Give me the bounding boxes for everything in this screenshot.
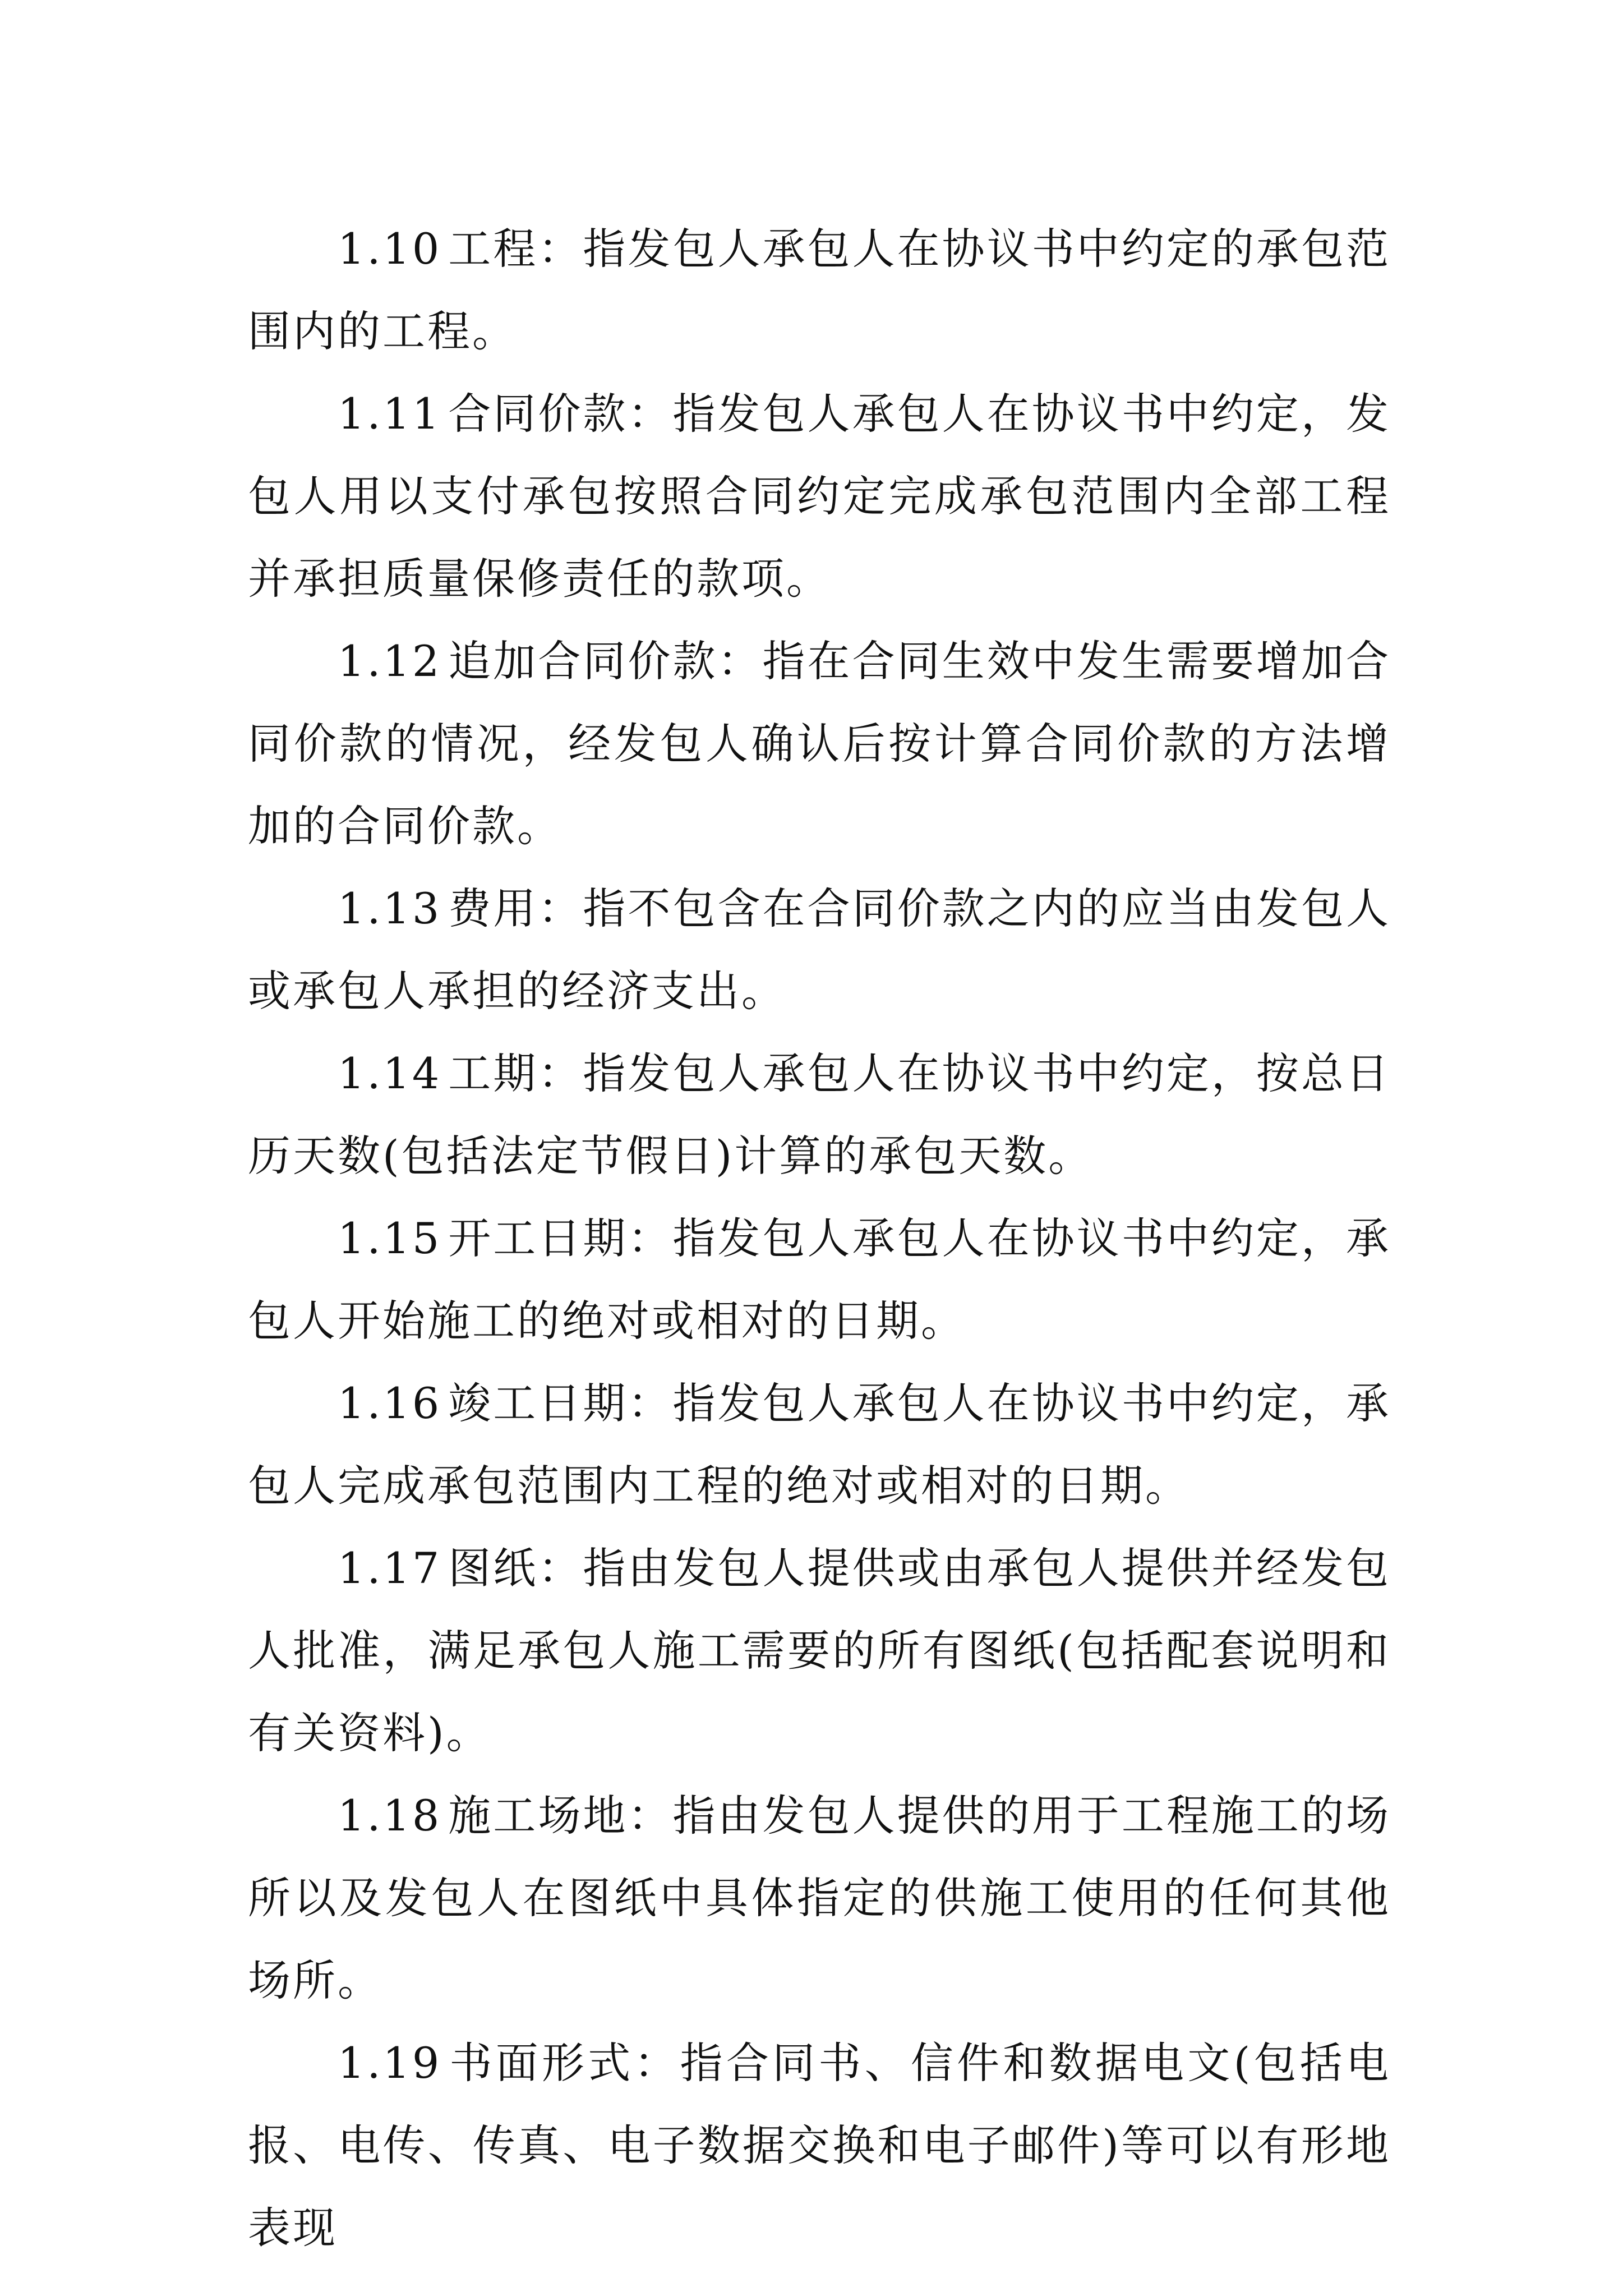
clause-text: 图纸：指由发包人提供或由承包人提供并经发包人批准，满足承包人施工需要的所有图纸(包括配套说明和有关资料)。 [248,1543,1391,1758]
clause-number: 1.11 [338,389,442,439]
clause-number: 1.16 [338,1378,442,1428]
clause-number: 1.18 [338,1791,442,1841]
clause-text: 工程：指发包人承包人在协议书中约定的承包范围内的工程。 [248,224,1391,356]
clause-1-16 [248,1362,1391,1527]
clause-1-12 [248,620,1391,867]
clause-text: 施工场地：指由发包人提供的用于工程施工的场所以及发包人在图纸中具体指定的供施工使用的任何其他场所。 [248,1791,1391,2005]
clause-1-10 [248,208,1391,372]
clause-number: 1.15 [338,1213,442,1263]
clause-1-18 [248,1774,1391,2022]
clause-number: 1.10 [338,224,442,274]
clause-1-19 [248,2022,1391,2269]
clause-number: 1.14 [338,1048,442,1098]
clause-text: 费用：指不包含在合同价款之内的应当由发包人或承包人承担的经济支出。 [248,884,1391,1016]
clause-1-15 [248,1197,1391,1362]
clause-1-11 [248,372,1391,620]
clause-1-14 [248,1032,1391,1197]
clause-text: 开工日期：指发包人承包人在协议书中约定，承包人开始施工的绝对或相对的日期。 [248,1213,1391,1346]
document-body [248,208,1391,2269]
clause-number: 1.13 [338,884,442,933]
clause-text: 追加合同价款：指在合同生效中发生需要增加合同价款的情况，经发包人确认后按计算合同价款的方法增加的合同价款。 [248,636,1391,851]
clause-1-13 [248,867,1391,1032]
clause-text: 合同价款：指发包人承包人在协议书中约定，发包人用以支付承包按照合同约定完成承包范围内全部工程并承担质量保修责任的款项。 [248,389,1391,604]
clause-1-17 [248,1527,1391,1774]
clause-number: 1.17 [338,1543,442,1593]
clause-number: 1.19 [338,2038,442,2088]
clause-text: 书面形式：指合同书、信件和数据电文(包括电报、电传、传真、电子数据交换和电子邮件)等可以有形地表现 [248,2038,1391,2253]
clause-text: 工期：指发包人承包人在协议书中约定，按总日历天数(包括法定节假日)计算的承包天数。 [248,1048,1391,1181]
clause-text: 竣工日期：指发包人承包人在协议书中约定，承包人完成承包范围内工程的绝对或相对的日期。 [248,1378,1391,1511]
clause-number: 1.12 [338,636,442,686]
